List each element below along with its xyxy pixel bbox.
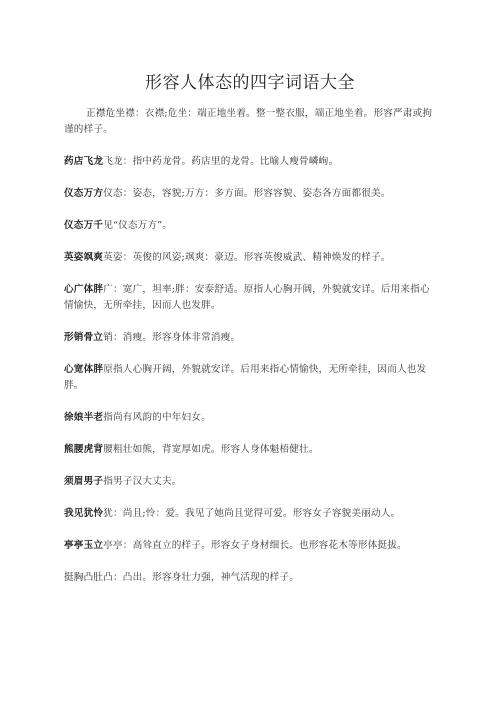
entry-6: [64, 330, 436, 346]
entry-term: 药店飞龙: [64, 156, 104, 167]
entry-4: [64, 250, 436, 266]
entry-term: 仪态万方: [64, 188, 104, 199]
entry-5: [64, 282, 436, 314]
entry-7: [64, 362, 436, 394]
entry-definition: 亭亭：高耸直立的样子。形容女子身材细长。也形容花木等形体挺拔。: [103, 540, 407, 551]
entry-8: [64, 410, 436, 426]
entry-term: 我见犹怜: [64, 508, 104, 519]
entry-term: 正襟危坐: [86, 108, 126, 119]
document-title: 形容人体态的四字词语大全: [145, 73, 355, 93]
entry-term: 仪态万千: [64, 220, 104, 231]
entry-term: 挺胸凸肚: [64, 572, 104, 583]
entry-term: 须眉男子: [64, 476, 104, 487]
entry-0: [64, 106, 436, 138]
entry-term: 心广体胖: [64, 284, 104, 295]
entry-term: 徐娘半老: [64, 412, 104, 423]
entry-definition: 襟：衣襟;危坐：端正地坐着。整一整衣服，端正地坐着。形容严肃或拘谨的样子。: [64, 108, 433, 135]
entry-term: 熊腰虎背: [64, 444, 104, 455]
entry-definition: 指男子汉大丈夫。: [103, 476, 182, 487]
entry-definition: 原指人心胸开阔，外貌就安详。后用来指心情愉快，无所牵挂，因而人也发胖。: [64, 364, 427, 391]
entry-10: [64, 474, 436, 490]
entry-12: [64, 538, 436, 554]
entry-definition: 犹：尚且;怜：爱。我见了她尚且觉得可爱。形容女子容貌美丽动人。: [103, 508, 401, 519]
entry-definition: 指尚有风韵的中年妇女。: [103, 412, 211, 423]
entry-definition: 英姿：英俊的风姿;飒爽：豪迈。形容英俊威武、精神焕发的样子。: [103, 252, 391, 263]
entry-definition: 腰粗壮如熊，背宽厚如虎。形容人身体魁梧健壮。: [103, 444, 319, 455]
entry-term: 形销骨立: [64, 332, 104, 343]
entry-definition: 广：宽广，坦率;胖：安泰舒适。原指人心胸开阔，外貌就安详。后用来指心情愉快，无所牵挂，因而人也发胖。: [64, 284, 430, 311]
entry-2: [64, 186, 436, 202]
entry-13: [64, 570, 436, 586]
entry-1: [64, 154, 436, 170]
entry-definition: 销：消瘦。形容身体非常消瘦。: [103, 332, 241, 343]
entry-definition: 凸：凸出。形容身壮力强，神气活现的样子。: [103, 572, 300, 583]
entry-3: [64, 218, 436, 234]
entry-term: 心宽体胖: [64, 364, 104, 375]
entry-11: [64, 506, 436, 522]
entry-definition: 仪态：姿态，容貌;万方：多方面。形容容貌、姿态各方面都很美。: [103, 188, 391, 199]
entry-term: 亭亭玉立: [64, 540, 104, 551]
entry-definition: 飞龙：指中药龙骨。药店里的龙骨。比喻人瘦骨嶙峋。: [103, 156, 339, 167]
entry-definition: 见“仪态万方”。: [103, 220, 173, 231]
entry-term: 英姿飒爽: [64, 252, 104, 263]
entry-9: [64, 442, 436, 458]
